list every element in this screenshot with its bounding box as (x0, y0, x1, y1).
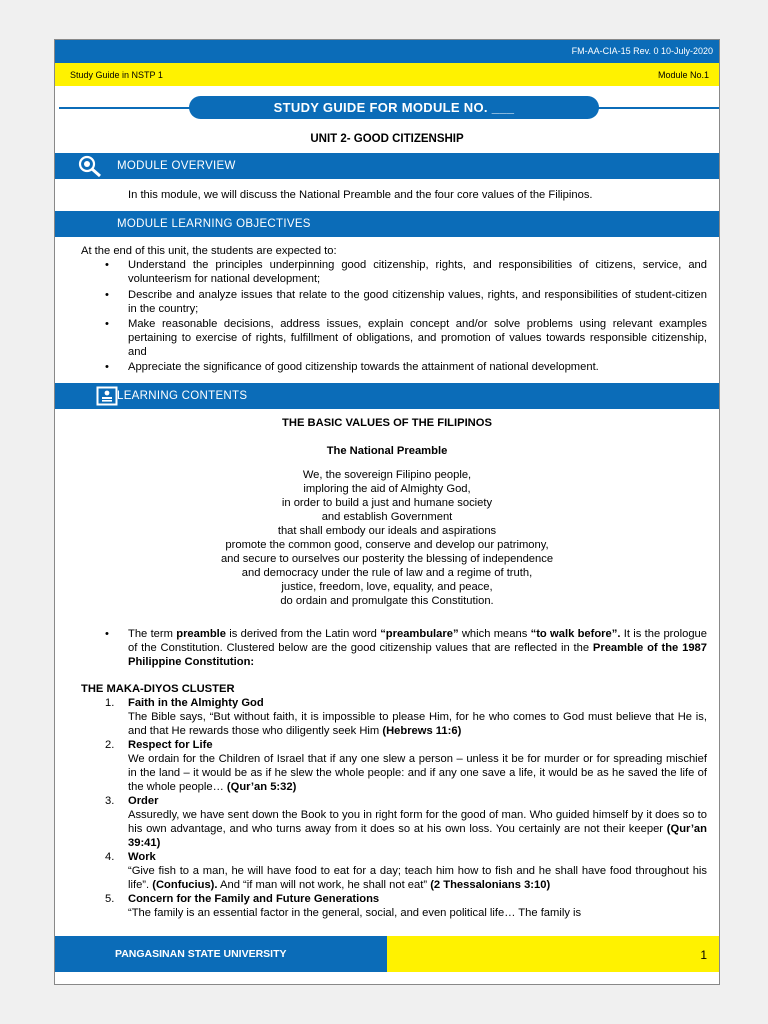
page-title: STUDY GUIDE FOR MODULE NO. ___ (189, 96, 599, 119)
university-name: PANGASINAN STATE UNIVERSITY (115, 948, 287, 960)
module-overview-heading: MODULE OVERVIEW (117, 160, 236, 172)
preamble-term-bullet: • The term preamble is derived from the Latin word “preambulare” which means “to walk before”. It is the prologue of the Constitution. Clustered below are the good citizenship values that are reflected in the Preamble of the 1987 Philippine Constitution: (105, 628, 708, 668)
course-bar (55, 63, 719, 86)
objectives-intro: At the end of this unit, the students are expected to: (81, 245, 337, 257)
objectives-bar (55, 211, 719, 237)
module-overview-bar (55, 153, 719, 179)
overview-text: In this module, we will discuss the National Preamble and the four core values of the Filipinos. (128, 189, 593, 201)
objective-item: • Make reasonable decisions, address issues, explain concept and/or solve problems using relevant examples pertaining to exercise of rights, fulfillment of obligations, and promotion of values towards responsible citizenship, and (105, 318, 707, 358)
cluster-heading: THE MAKA-DIYOS CLUSTER (81, 683, 235, 695)
footer-university-bar (55, 936, 387, 972)
objectives-heading: MODULE LEARNING OBJECTIVES (117, 218, 311, 230)
study-guide-page (54, 39, 720, 985)
cluster-item: 3. Order Assuredly, we have sent down the Book to you in right form for the good of man. Who guided himself by it does so to his own advantage, and who turns away from it does so at his own loss. You certainly are not their keeper (Qur’an 39:41) (105, 795, 707, 849)
footer-page-bar (387, 936, 719, 972)
unit-heading: UNIT 2- GOOD CITIZENSHIP (310, 133, 464, 145)
page-number: 1 (700, 948, 707, 962)
objective-item: • Describe and analyze issues that relate to the good citizenship values, rights, and responsibilities of student-citizen in the country; (105, 289, 707, 315)
contents-subtitle: The National Preamble (326, 445, 448, 457)
preamble-text: We, the sovereign Filipino people, imploring the aid of Almighty God, in order to build a just and humane society and establish Government that shall embody our ideals and aspirations promote the common good, conserve and develop our patrimony, and secure to ourselves our posterity the blessing of independence and democracy under the rule of law and a regime of truth, justice, freedom, love, equality, and peace, do ordain and promulgate this Constitution. (220, 469, 554, 607)
top-header-bar (55, 40, 719, 63)
learning-contents-heading: LEARNING CONTENTS (117, 390, 248, 402)
objective-item: • Understand the principles underpinning good citizenship, rights, and responsibilities of citizens, service, and volunteerism for national development; (105, 259, 707, 285)
cluster-item: 5. Concern for the Family and Future Generations “The family is an essential factor in the general, social, and even political life… The family is (105, 893, 582, 919)
document-code: FM-AA-CIA-15 Rev. 0 10-July-2020 (571, 46, 713, 56)
search-icon (73, 155, 109, 177)
cluster-item: 2. Respect for Life We ordain for the Children of Israel that if any one slew a person – unless it be for murder or for spreading mischief in the land – it would be as if he slew the whole people: and if any one save a life, it would be as he saved the life of the whole people… (Qur’an 5:32) (105, 739, 707, 793)
module-number: Module No.1 (657, 70, 709, 80)
course-name: Study Guide in NSTP 1 (70, 70, 163, 80)
cluster-item: 4. Work “Give fish to a man, he will have food to eat for a day; teach him how to fish and he shall have food throughout his life”. (Confucius). And “if man will not work, he shall not eat” (2 Thessalonians 3:10) (105, 851, 707, 891)
objective-item: • Appreciate the significance of good citizenship towards the attainment of national development. (105, 361, 599, 373)
contents-title: THE BASIC VALUES OF THE FILIPINOS (282, 417, 492, 429)
learning-contents-bar (55, 383, 719, 409)
cluster-item: 1. Faith in the Almighty God The Bible says, “But without faith, it is impossible to please Him, for he who comes to God must believe that He is, and that He rewards those who diligently seek Him (Hebrews 11:6) (105, 697, 707, 737)
